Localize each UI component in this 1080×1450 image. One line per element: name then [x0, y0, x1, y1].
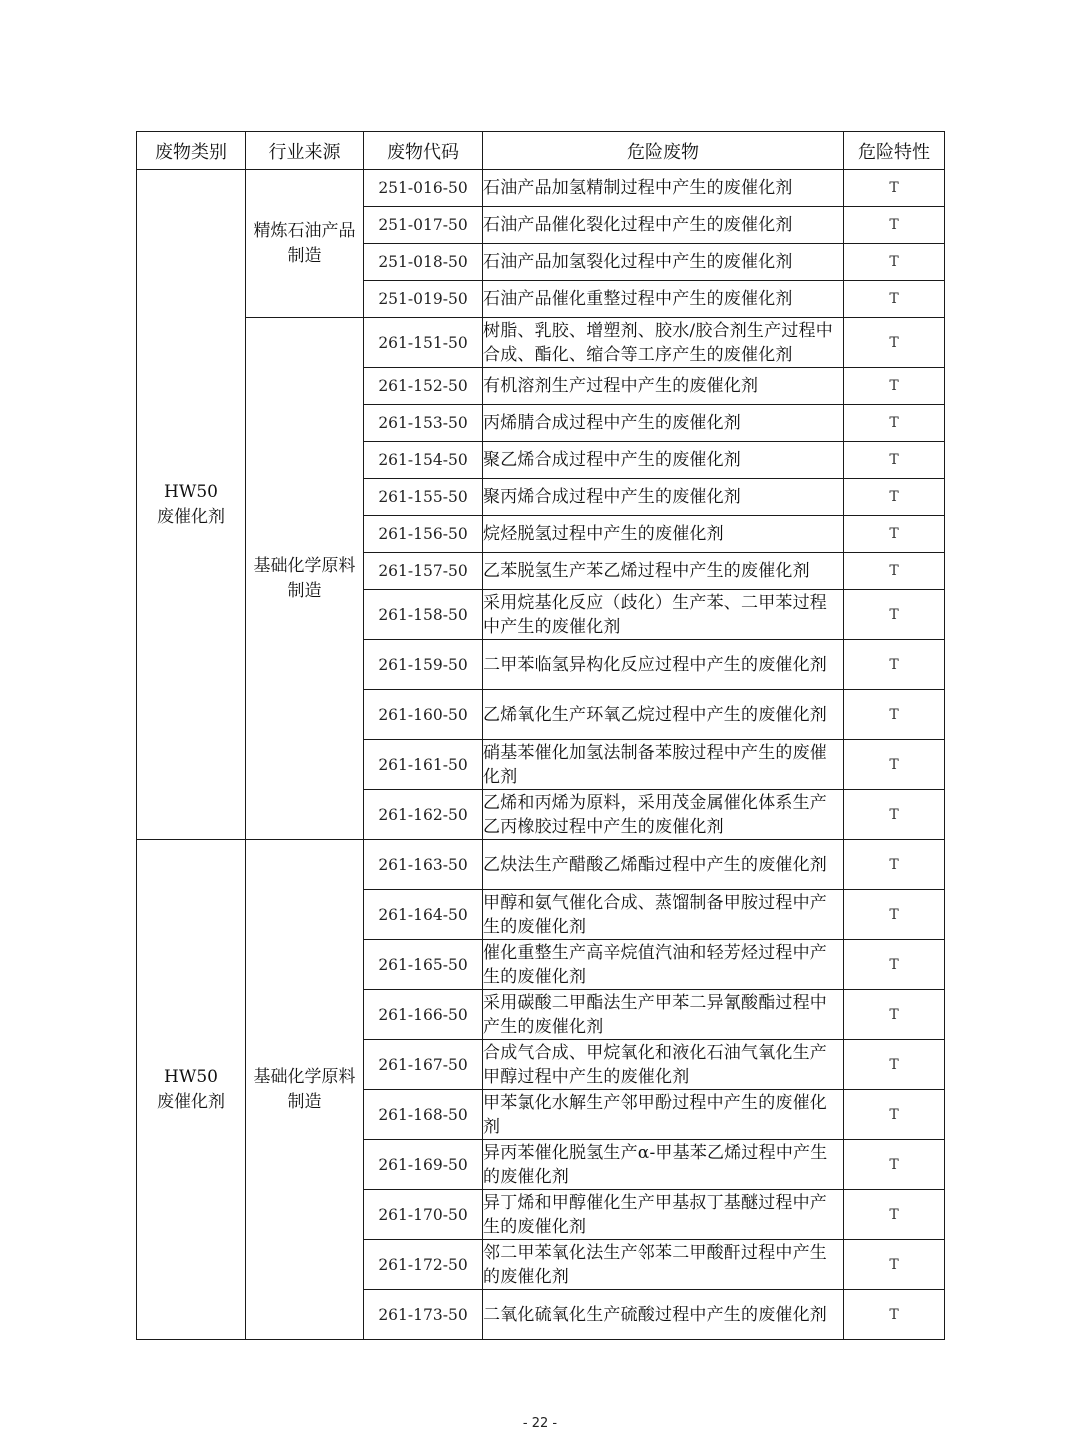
- waste-code: 261-170-50: [364, 1190, 483, 1240]
- header-code: 废物代码: [364, 132, 483, 170]
- waste-description: 石油产品催化重整过程中产生的废催化剂: [483, 281, 844, 318]
- waste-code: 261-161-50: [364, 740, 483, 790]
- waste-code: 261-169-50: [364, 1140, 483, 1190]
- header-waste: 危险废物: [483, 132, 844, 170]
- hazard-property: T: [844, 1190, 945, 1240]
- waste-code: 261-157-50: [364, 553, 483, 590]
- hazardous-waste-table: [136, 131, 945, 1340]
- hazard-property: T: [844, 890, 945, 940]
- waste-code: 251-019-50: [364, 281, 483, 318]
- hazard-property: T: [844, 590, 945, 640]
- waste-code: 251-018-50: [364, 244, 483, 281]
- waste-code: 261-153-50: [364, 405, 483, 442]
- waste-description: 丙烯腈合成过程中产生的废催化剂: [483, 405, 844, 442]
- hazard-property: T: [844, 990, 945, 1040]
- waste-description: 甲苯氯化水解生产邻甲酚过程中产生的废催化剂: [483, 1090, 844, 1140]
- hazard-property: T: [844, 516, 945, 553]
- category-code: HW50: [164, 481, 218, 502]
- hazard-property: T: [844, 405, 945, 442]
- industry-source-cell: 基础化学原料制造: [246, 318, 364, 840]
- waste-description: 石油产品加氢精制过程中产生的废催化剂: [483, 170, 844, 207]
- waste-code: 261-164-50: [364, 890, 483, 940]
- hazard-property: T: [844, 244, 945, 281]
- hazard-property: T: [844, 1090, 945, 1140]
- hazard-property: T: [844, 690, 945, 740]
- waste-description: 聚丙烯合成过程中产生的废催化剂: [483, 479, 844, 516]
- waste-description: 甲醇和氨气催化合成、蒸馏制备甲胺过程中产生的废催化剂: [483, 890, 844, 940]
- category-cell: [137, 170, 246, 840]
- waste-description: 乙苯脱氢生产苯乙烯过程中产生的废催化剂: [483, 553, 844, 590]
- category-name: 废催化剂: [157, 1091, 225, 1112]
- table-row: [137, 840, 945, 890]
- waste-code: 261-172-50: [364, 1240, 483, 1290]
- waste-code: 261-160-50: [364, 690, 483, 740]
- waste-description: 聚乙烯合成过程中产生的废催化剂: [483, 442, 844, 479]
- industry-source-cell: 基础化学原料制造: [246, 840, 364, 1340]
- waste-code: 261-154-50: [364, 442, 483, 479]
- waste-description: 石油产品加氢裂化过程中产生的废催化剂: [483, 244, 844, 281]
- waste-description: 异丁烯和甲醇催化生产甲基叔丁基醚过程中产生的废催化剂: [483, 1190, 844, 1240]
- waste-description: 合成气合成、甲烷氧化和液化石油气氧化生产甲醇过程中产生的废催化剂: [483, 1040, 844, 1090]
- waste-description: 乙炔法生产醋酸乙烯酯过程中产生的废催化剂: [483, 840, 844, 890]
- waste-description: 二甲苯临氢异构化反应过程中产生的废催化剂: [483, 640, 844, 690]
- waste-code: 261-155-50: [364, 479, 483, 516]
- waste-code: 261-156-50: [364, 516, 483, 553]
- hazard-property: T: [844, 840, 945, 890]
- waste-code: 261-165-50: [364, 940, 483, 990]
- waste-description: 有机溶剂生产过程中产生的废催化剂: [483, 368, 844, 405]
- waste-description: 乙烯和丙烯为原料，采用茂金属催化体系生产乙丙橡胶过程中产生的废催化剂: [483, 790, 844, 840]
- waste-description: 邻二甲苯氧化法生产邻苯二甲酸酐过程中产生的废催化剂: [483, 1240, 844, 1290]
- waste-code: 261-163-50: [364, 840, 483, 890]
- category-code: HW50: [164, 1066, 218, 1087]
- hazard-property: T: [844, 1040, 945, 1090]
- hazard-property: T: [844, 442, 945, 479]
- hazard-property: T: [844, 170, 945, 207]
- waste-code: 261-152-50: [364, 368, 483, 405]
- waste-code: 261-159-50: [364, 640, 483, 690]
- waste-code: 261-167-50: [364, 1040, 483, 1090]
- hazard-property: T: [844, 790, 945, 840]
- waste-code: 251-016-50: [364, 170, 483, 207]
- hazard-property: T: [844, 207, 945, 244]
- header-property: 危险特性: [844, 132, 945, 170]
- hazard-property: T: [844, 479, 945, 516]
- category-name: 废催化剂: [157, 506, 225, 527]
- waste-description: 硝基苯催化加氢法制备苯胺过程中产生的废催化剂: [483, 740, 844, 790]
- waste-description: 催化重整生产高辛烷值汽油和轻芳烃过程中产生的废催化剂: [483, 940, 844, 990]
- waste-description: 采用烷基化反应（歧化）生产苯、二甲苯过程中产生的废催化剂: [483, 590, 844, 640]
- waste-code: 261-168-50: [364, 1090, 483, 1140]
- waste-description: 二氧化硫氧化生产硫酸过程中产生的废催化剂: [483, 1290, 844, 1340]
- waste-code: 261-173-50: [364, 1290, 483, 1340]
- waste-description: 采用碳酸二甲酯法生产甲苯二异氰酸酯过程中产生的废催化剂: [483, 990, 844, 1040]
- hazard-property: T: [844, 318, 945, 368]
- header-industry: 行业来源: [246, 132, 364, 170]
- waste-code: 261-151-50: [364, 318, 483, 368]
- waste-code: 261-166-50: [364, 990, 483, 1040]
- table-header-row: [137, 132, 945, 170]
- category-cell: [137, 840, 246, 1340]
- waste-description: 树脂、乳胶、增塑剂、胶水/胶合剂生产过程中合成、酯化、缩合等工序产生的废催化剂: [483, 318, 844, 368]
- table-row: [137, 170, 945, 207]
- hazard-property: T: [844, 640, 945, 690]
- waste-code: 261-162-50: [364, 790, 483, 840]
- waste-code: 251-017-50: [364, 207, 483, 244]
- hazard-property: T: [844, 740, 945, 790]
- hazard-property: T: [844, 940, 945, 990]
- waste-code: 261-158-50: [364, 590, 483, 640]
- waste-description: 石油产品催化裂化过程中产生的废催化剂: [483, 207, 844, 244]
- hazard-property: T: [844, 553, 945, 590]
- header-category: 废物类别: [137, 132, 246, 170]
- table-row: [137, 318, 945, 368]
- hazard-property: T: [844, 1290, 945, 1340]
- waste-description: 乙烯氧化生产环氧乙烷过程中产生的废催化剂: [483, 690, 844, 740]
- page-number: - 22 -: [522, 1416, 558, 1431]
- hazard-property: T: [844, 368, 945, 405]
- industry-source-cell: 精炼石油产品制造: [246, 170, 364, 318]
- hazard-property: T: [844, 1140, 945, 1190]
- waste-description: 异丙苯催化脱氢生产α-甲基苯乙烯过程中产生的废催化剂: [483, 1140, 844, 1190]
- hazard-property: T: [844, 1240, 945, 1290]
- waste-description: 烷烃脱氢过程中产生的废催化剂: [483, 516, 844, 553]
- hazard-property: T: [844, 281, 945, 318]
